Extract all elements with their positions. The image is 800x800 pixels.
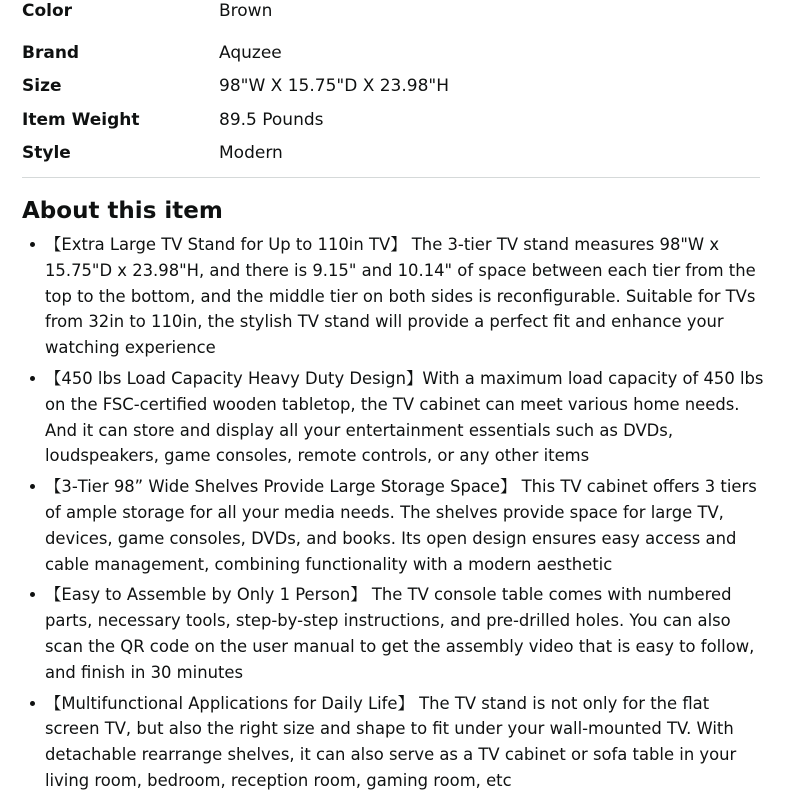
spec-value: Brown	[219, 1, 273, 21]
section-divider	[22, 177, 760, 178]
spec-label: Style	[22, 143, 71, 164]
spec-label: Color	[22, 1, 73, 21]
spec-row-size	[22, 70, 760, 104]
spec-value: 89.5 Pounds	[219, 109, 324, 130]
spec-value: Aquzee	[219, 42, 282, 63]
spec-value: 98"W X 15.75"D X 23.98"H	[219, 76, 450, 97]
spec-row-style	[22, 137, 760, 171]
spec-label: Item Weight	[22, 109, 140, 130]
spec-value: Modern	[219, 143, 283, 164]
feature-bullet: 【Extra Large TV Stand for Up to 110in TV】 The 3-tier TV stand measures 98"W x 15.75"D x 23.98"H, and there is 9.15" and 10.14" of space between each tier from the top to the bottom, and the middle tier on both sides is reconfigurable. Suitable for TVs from 32in to 110in, the stylish TV stand will provide a perfect fit and enhance your watching experience	[45, 232, 765, 361]
product-specs-table	[22, 0, 760, 170]
feature-bullet: 【3-Tier 98” Wide Shelves Provide Large Storage Space】 This TV cabinet offers 3 tiers of ample storage for all your media needs. The shelves provide space for large TV, devices, game consoles, DVDs, and books. Its open design ensures easy access and cable management, combining functionality with a modern aesthetic	[45, 474, 765, 577]
spec-row-brand	[22, 36, 760, 70]
feature-bullet: 【Easy to Assemble by Only 1 Person】 The TV console table comes with numbered parts, necessary tools, step-by-step instructions, and pre-drilled holes. You can also scan the QR code on the user manual to get the assembly video that is easy to follow, and finish in 30 minutes	[45, 582, 765, 685]
spec-row-color	[22, 0, 760, 36]
spec-label: Size	[22, 76, 62, 97]
about-section-title: About this item	[22, 198, 223, 224]
spec-label: Brand	[22, 42, 80, 63]
feature-bullet: 【450 lbs Load Capacity Heavy Duty Design】With a maximum load capacity of 450 lbs on the FSC-certified wooden tabletop, the TV cabinet can meet various home needs. And it can store and display all your entertainment essentials such as DVDs, loudspeakers, game consoles, remote controls, or any other items	[45, 366, 765, 469]
feature-bullet: 【Multifunctional Applications for Daily Life】 The TV stand is not only for the flat screen TV, but also the right size and shape to fit under your wall-mounted TV. With detachable rearrange shelves, it can also serve as a TV cabinet or sofa table in your living room, bedroom, reception room, gaming room, etc	[45, 691, 765, 794]
feature-bullet-list	[45, 232, 765, 799]
spec-row-item-weight	[22, 103, 760, 137]
